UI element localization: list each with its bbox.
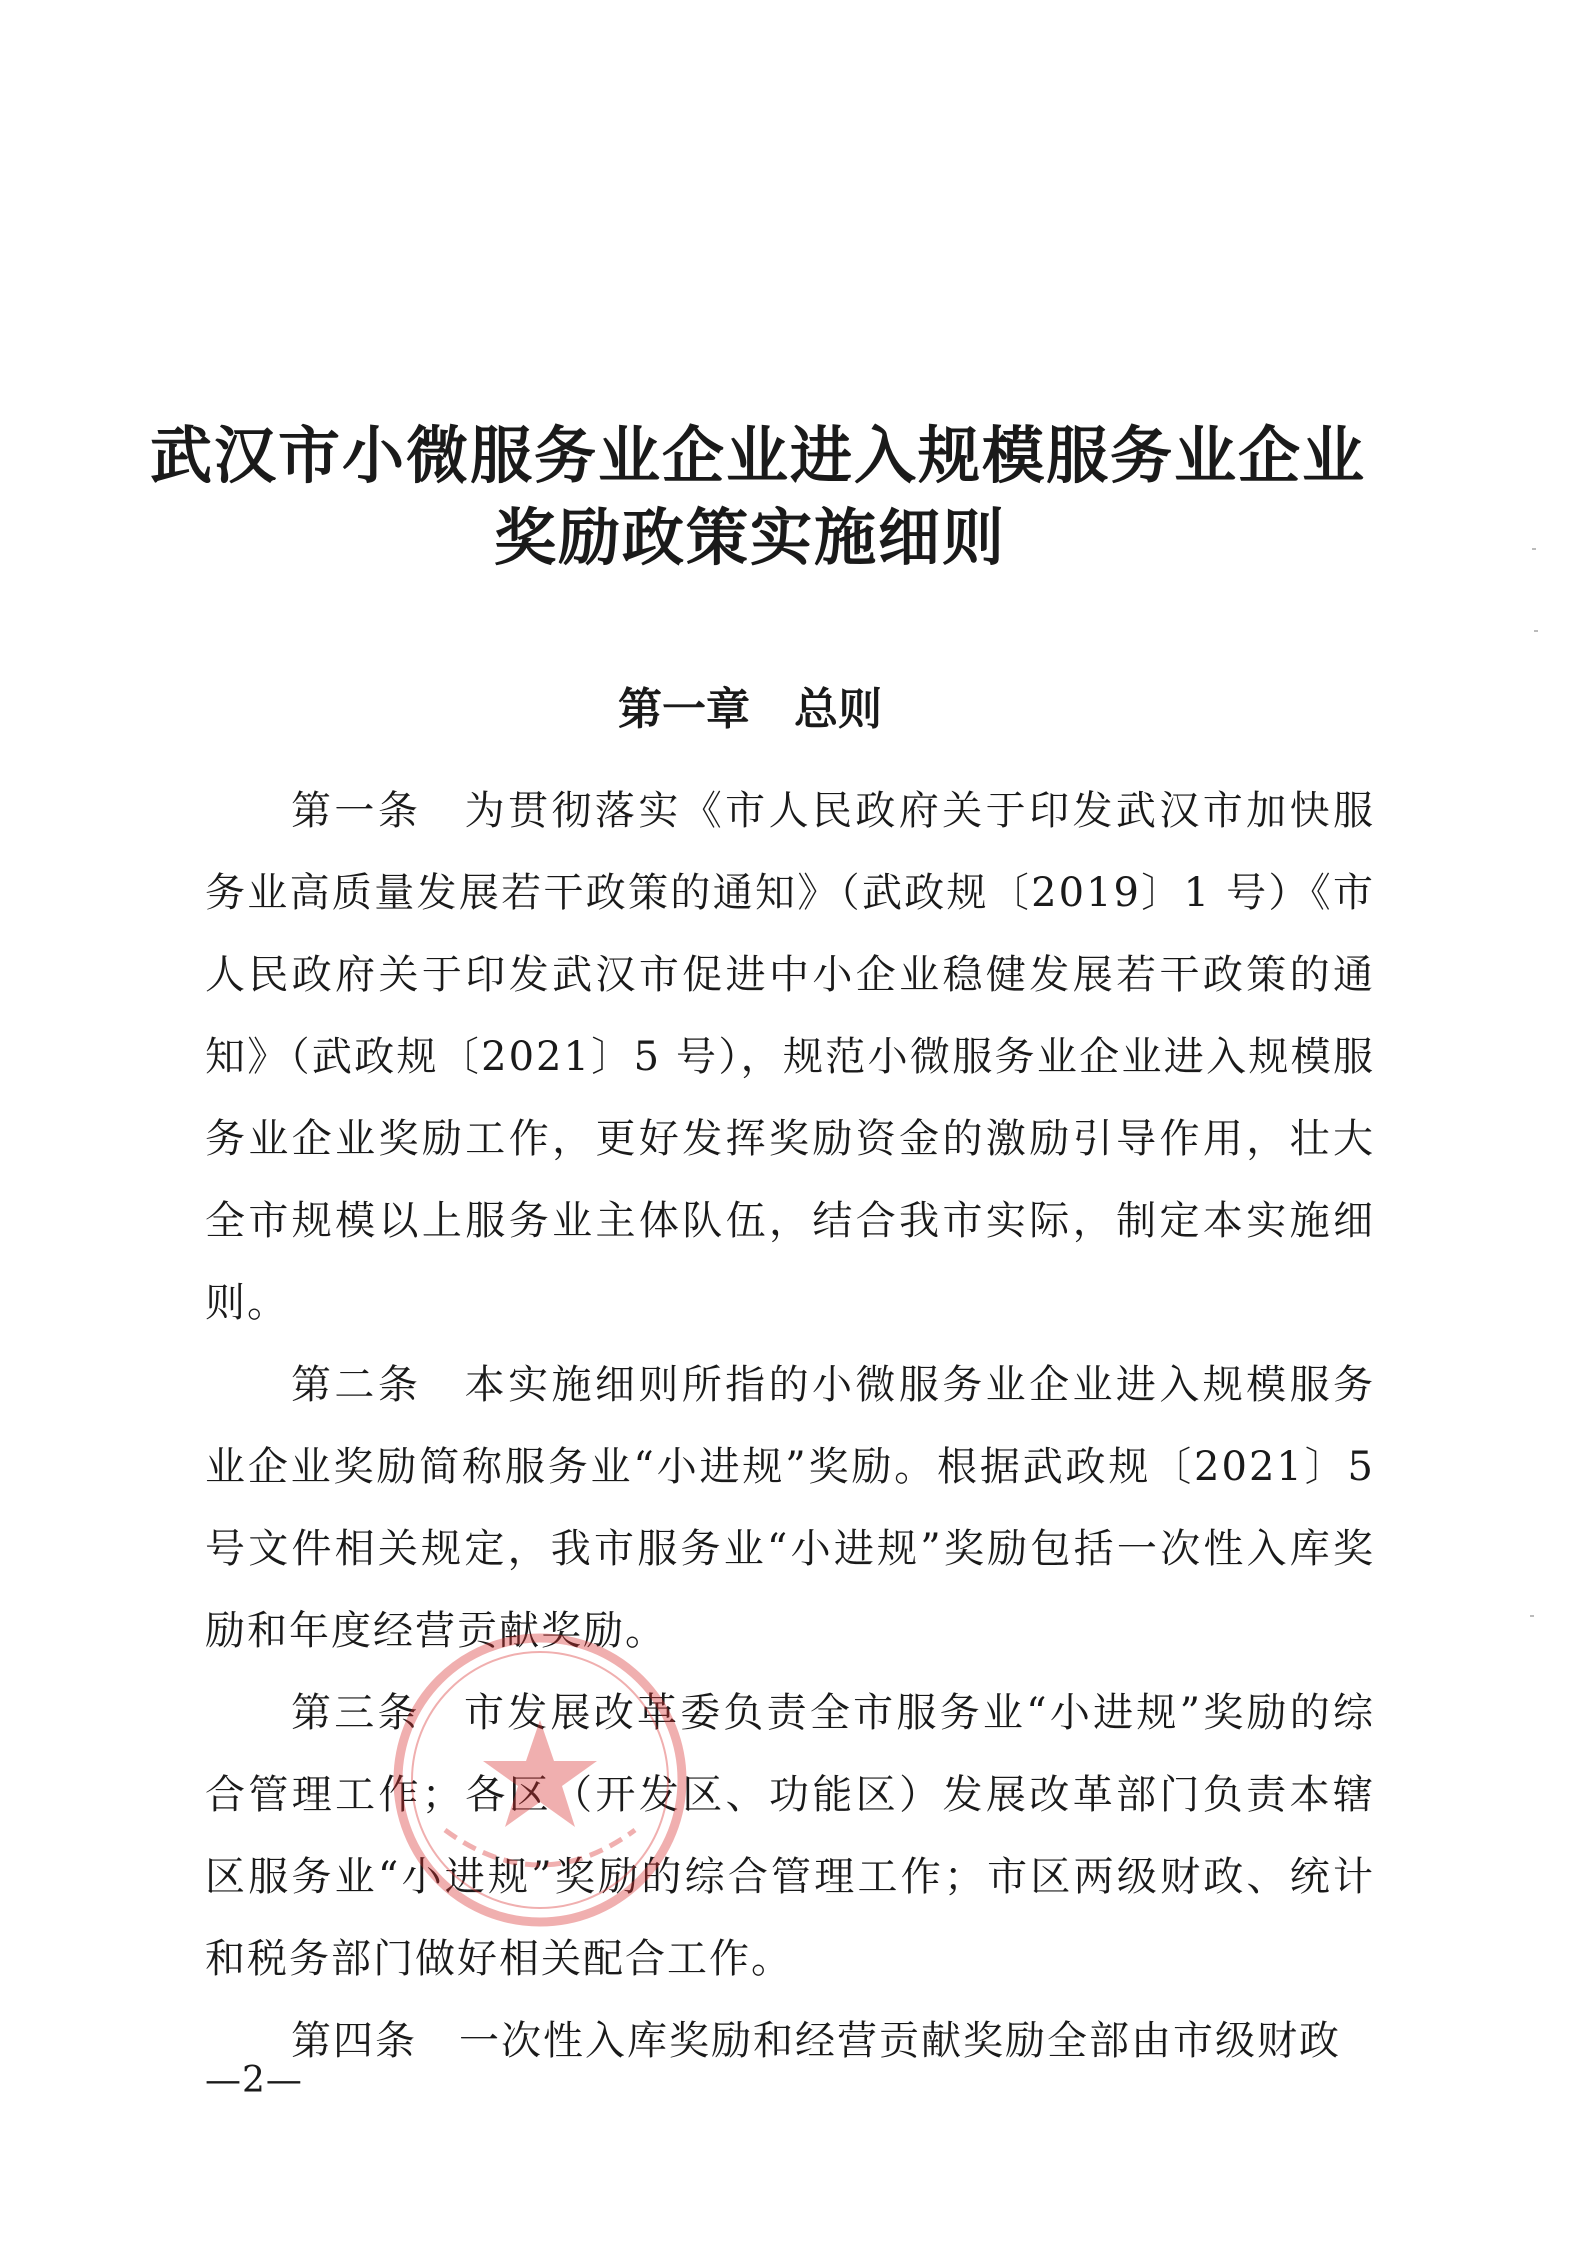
title-line-1: 武汉市小微服务业企业进入规模服务业企业 — [150, 419, 1367, 492]
scan-speck — [1534, 630, 1538, 632]
article-2: 第二条 本实施细则所指的小微服务业企业进入规模服务业企业奖励简称服务业“小进规”奖励。根据武政规〔2021〕5 号文件相关规定，我市服务业“小进规”奖励包括一次性入库奖励和年度经营贡献奖励。 — [205, 1362, 1390, 1654]
scan-speck — [1530, 1615, 1534, 1617]
chapter-heading: 第一章 总则 — [618, 684, 882, 735]
scan-speck — [1532, 548, 1536, 550]
official-seal-icon — [385, 1625, 695, 1935]
article-1: 第一条 为贯彻落实《市人民政府关于印发武汉市加快服务业高质量发展若干政策的通知》（武政规〔2019〕1 号）《市人民政府关于印发武汉市促进中小企业稳健发展若干政策的通知》（武政规〔2021〕5 号），规范小微服务业企业进入规模服务业企业奖励工作，更好发挥奖励资金的激励引导作用，壮大全市规模以上服务业主体队伍，结合我市实际，制定本实施细则。 — [205, 788, 1375, 1326]
article-4: 第四条 一次性入库奖励和经营贡献奖励全部由市级财政 — [291, 2018, 1341, 2064]
document-body — [205, 770, 1390, 2082]
page-number: —2— — [205, 2060, 303, 2101]
title-line-2: 奖励政策实施细则 — [493, 501, 1006, 574]
article-3: 第三条 市发展改革委负责全市服务业“小进规”奖励的综合管理工作；各区（开发区、功能区）发展改革部门负责本辖区服务业“小进规”奖励的综合管理工作；市区两级财政、统计和税务部门做好相关配合工作。 — [205, 1690, 1375, 1982]
document-title — [150, 415, 1367, 579]
